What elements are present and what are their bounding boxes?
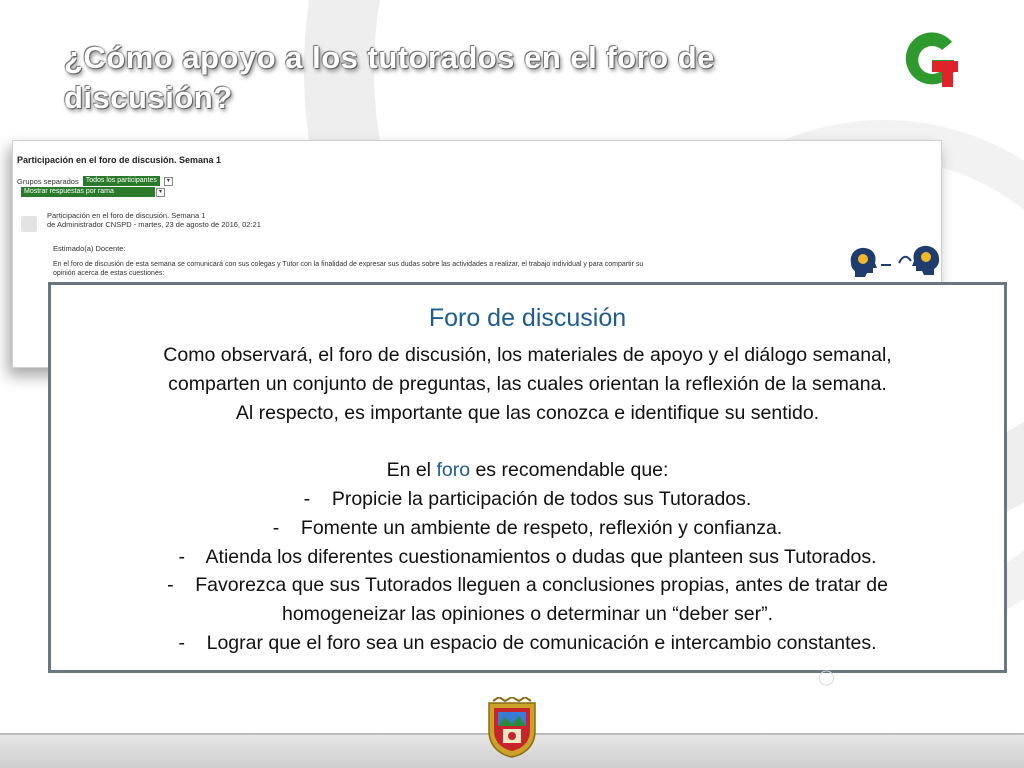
list-item: homogeneizar las opiniones o determinar un “deber ser”. (281, 603, 774, 626)
info-box-heading: Foro de discusión (428, 304, 627, 332)
chevron-down-icon[interactable]: ▾ (156, 188, 165, 197)
intro-line-2: comparten un conjunto de preguntas, las cuales orientan la reflexión de la semana. (168, 373, 887, 395)
post-title[interactable]: Participación en el foro de discusión. Semana 1 (47, 211, 206, 220)
list-item: - Atienda los diferentes cuestionamientos o dudas que planteen sus Tutorados. (178, 545, 877, 568)
lead-after: es recomendable que: (470, 459, 669, 481)
group-label: Grupos separados (17, 176, 79, 186)
post-greeting: Estimado(a) Docente: (53, 244, 126, 253)
g-logo-icon (898, 28, 964, 94)
info-box-intro (51, 341, 1004, 428)
info-box (48, 282, 1007, 673)
title-line-2: discusión? (64, 80, 233, 115)
post-body-line-2: opinión acerca de estas cuestiones: (53, 270, 165, 277)
recommendation-lead (51, 456, 1004, 485)
list-item: - Favorezca que sus Tutorados lleguen a conclusiones propias, antes de tratar de (167, 574, 888, 597)
title-line-1: ¿Cómo apoyo a los tutorados en el foro de (64, 40, 715, 75)
list-item: - Propicie la participación de todos sus Tutorados. (303, 488, 752, 510)
lead-before: En el (386, 459, 437, 481)
slide-title (64, 38, 824, 118)
view-selector-row (21, 187, 165, 197)
watermark: ◯ (818, 669, 835, 686)
post-body-line-1: En el foro de discusión de esta semana se comunicará con sus colegas y Tutor con la finalidad de expresar sus dudas sobre las actividades a realizar, el trabajo individual y para compartir su (53, 261, 644, 268)
list-item: - Lograr que el foro sea un espacio de comunicación e intercambio constantes. (178, 631, 877, 654)
post-meta: de Administrador CNSPD - martes, 23 de agosto de 2016, 02:21 (47, 220, 261, 229)
dialogue-heads-icon (845, 241, 942, 281)
intro-line-3: Al respecto, es importante que las conozca e identifique su sentido. (235, 402, 820, 424)
recommendation-list (51, 485, 1004, 658)
state-seal-icon (483, 697, 541, 759)
group-select[interactable]: Todos los participantes (83, 176, 160, 186)
group-selector-row (17, 176, 173, 186)
forum-title: Participación en el foro de discusión. Semana 1 (17, 155, 222, 165)
lead-highlight: foro (436, 459, 471, 481)
avatar (21, 216, 37, 232)
list-item: - Fomente un ambiente de respeto, reflexión y confianza. (272, 516, 783, 539)
chevron-down-icon[interactable]: ▾ (164, 177, 173, 186)
view-select[interactable]: Mostrar respuestas por rama (21, 187, 155, 197)
intro-line-1: Como observará, el foro de discusión, los materiales de apoyo y el diálogo semanal, (163, 344, 892, 366)
